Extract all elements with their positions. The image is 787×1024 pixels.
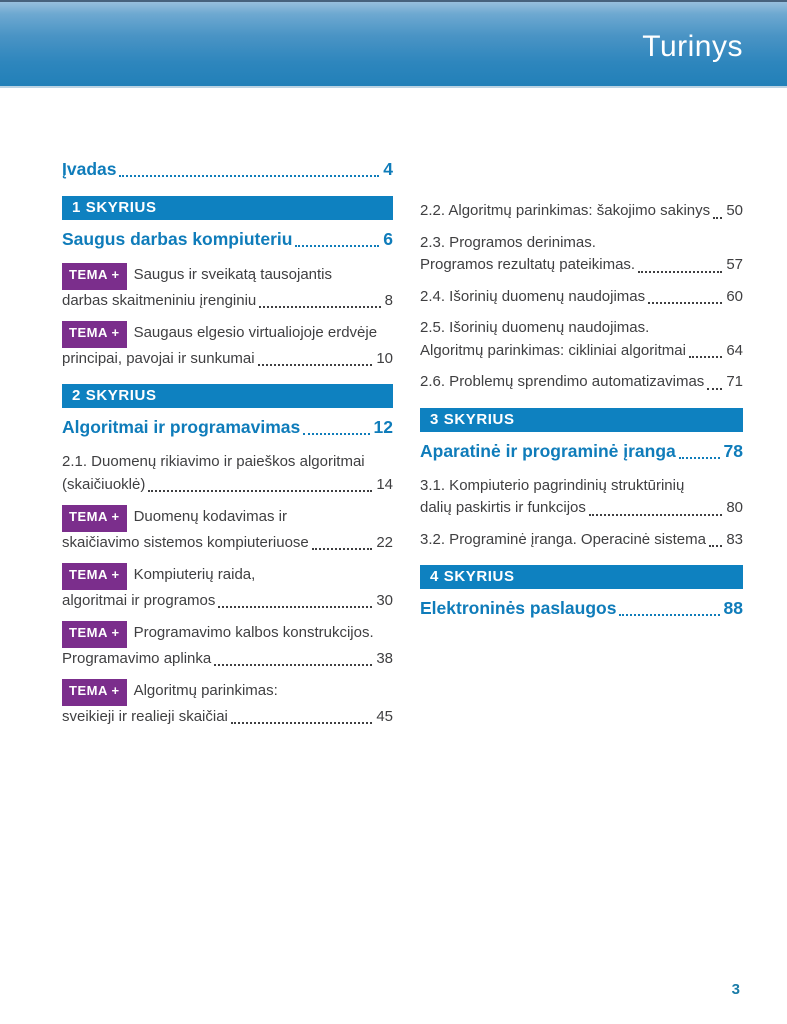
page-ref: 83 <box>726 530 743 548</box>
page-ref: 88 <box>723 598 743 618</box>
entry-text: darbas skaitmeniniu įrenginiu <box>62 291 257 309</box>
page-ref: 80 <box>726 499 743 516</box>
tema-badge: TEMA + <box>62 563 127 590</box>
dot-leader <box>259 306 380 308</box>
toc-entry <box>420 286 743 309</box>
tema-badge: TEMA + <box>62 621 127 648</box>
chapter-title-entry <box>420 597 743 620</box>
toc-entry <box>420 475 743 520</box>
entry-line <box>420 286 743 309</box>
dot-leader <box>679 457 720 459</box>
entry-line <box>420 317 743 340</box>
entry-line <box>62 158 393 181</box>
entry-text: sveikieji ir realieji skaičiai <box>62 707 228 725</box>
dot-leader <box>312 548 373 550</box>
tema-badge: TEMA + <box>62 321 127 348</box>
toc-column-left <box>62 158 393 737</box>
tema-entry <box>62 679 393 728</box>
page-ref: 8 <box>384 291 393 309</box>
toc-entry <box>420 232 743 277</box>
dot-leader <box>214 664 372 666</box>
chapter-title-entry <box>62 158 393 181</box>
page-title: Turinys <box>642 30 743 63</box>
chapter-title-entry <box>62 228 393 251</box>
toc-column-right <box>420 158 743 632</box>
entry-text: Programavimo kalbos konstrukcijos. <box>133 624 374 641</box>
tema-badge: TEMA + <box>62 263 127 290</box>
entry-line <box>62 474 393 497</box>
chapter-title-entry <box>420 440 743 463</box>
page-ref: 14 <box>376 475 393 493</box>
entry-line <box>420 232 743 255</box>
entry-line <box>62 348 393 371</box>
page-ref: 57 <box>726 256 743 273</box>
page-ref: 22 <box>376 533 393 551</box>
dot-leader <box>619 614 719 616</box>
dot-leader <box>295 245 379 247</box>
chapter-bar <box>62 384 393 408</box>
entry-line <box>62 706 393 729</box>
entry-text: 3.1. Kompiuterio pagrindinių struktūrinių <box>420 476 685 494</box>
entry-line <box>62 590 393 613</box>
page-ref: 12 <box>373 417 393 437</box>
entry-text: 2.5. Išorinių duomenų naudojimas. <box>420 319 650 336</box>
page-ref: 71 <box>726 373 743 390</box>
entry-text: Elektroninės paslaugos <box>420 598 617 618</box>
entry-line <box>420 200 743 223</box>
entry-line <box>62 679 393 706</box>
entry-text: Kompiuterių raida, <box>133 566 256 583</box>
dot-leader <box>258 364 373 366</box>
toc-entry <box>420 371 743 394</box>
dot-leader <box>707 388 722 390</box>
entry-text: 2.2. Algoritmų parinkimas: šakojimo sakinys <box>420 202 711 219</box>
entry-text: 2.1. Duomenų rikiavimo ir paieškos algoritmai <box>62 453 365 470</box>
entry-line <box>62 505 393 532</box>
entry-line <box>62 416 393 439</box>
page-ref: 38 <box>376 649 393 667</box>
page-ref: 64 <box>726 341 743 359</box>
chapter-bar <box>420 565 743 589</box>
tema-entry <box>62 321 393 370</box>
page-ref: 10 <box>376 349 393 367</box>
dot-leader <box>589 514 722 516</box>
page-ref: 60 <box>726 287 743 305</box>
tema-entry <box>62 621 393 670</box>
entry-line <box>62 321 393 348</box>
dot-leader <box>638 271 722 273</box>
entry-line <box>420 475 743 498</box>
entry-line <box>420 254 743 277</box>
dot-leader <box>148 490 372 492</box>
page-number: 3 <box>731 981 740 998</box>
entry-text: principai, pavojai ir sunkumai <box>62 349 255 367</box>
entry-line <box>420 529 743 552</box>
entry-text: algoritmai ir programos <box>62 591 216 609</box>
toc-entry <box>420 529 743 552</box>
chapter-bar-label: 4 SKYRIUS <box>430 568 515 585</box>
entry-text: Algoritmų parinkimas: <box>133 682 278 699</box>
entry-text: Algoritmai ir programavimas <box>62 417 301 437</box>
page-ref: 4 <box>383 159 393 179</box>
entry-line <box>62 451 393 474</box>
page-ref: 30 <box>376 591 393 609</box>
entry-line <box>62 621 393 648</box>
entry-line <box>420 497 743 520</box>
entry-text: Duomenų kodavimas ir <box>133 508 287 525</box>
dot-leader <box>119 175 379 177</box>
tema-badge: TEMA + <box>62 679 127 706</box>
entry-line <box>62 648 393 671</box>
entry-text: 2.3. Programos derinimas. <box>420 233 596 251</box>
dot-leader <box>689 356 722 358</box>
tema-entry <box>62 563 393 612</box>
toc-content <box>0 86 787 737</box>
entry-text: Įvadas <box>62 159 117 179</box>
page-header <box>0 0 787 86</box>
dot-leader <box>231 722 372 724</box>
entry-text: Saugaus elgesio virtualiojoje erdvėje <box>133 324 378 341</box>
tema-badge: TEMA + <box>62 505 127 532</box>
dot-leader <box>648 302 722 304</box>
entry-text: (skaičiuoklė) <box>62 475 146 493</box>
chapter-bar <box>62 196 393 220</box>
entry-line <box>420 371 743 394</box>
entry-line <box>420 597 743 620</box>
entry-line <box>62 563 393 590</box>
entry-text: skaičiavimo sistemos kompiuteriuose <box>62 533 309 551</box>
entry-line <box>62 228 393 251</box>
entry-text: dalių paskirtis ir funkcijos <box>420 499 586 516</box>
chapter-bar-label: 2 SKYRIUS <box>72 387 157 404</box>
entry-text: 2.6. Problemų sprendimo automatizavimas <box>420 373 705 390</box>
entry-line <box>62 263 393 290</box>
entry-text: Saugus darbas kompiuteriu <box>62 229 293 249</box>
entry-line <box>62 532 393 555</box>
entry-text: Programavimo aplinka <box>62 649 212 667</box>
entry-text: Programos rezultatų pateikimas. <box>420 256 636 273</box>
page-ref: 6 <box>383 229 393 249</box>
dot-leader <box>218 606 372 608</box>
dot-leader <box>713 217 722 219</box>
entry-text: 2.4. Išorinių duomenų naudojimas <box>420 287 646 305</box>
page-ref: 78 <box>723 440 743 461</box>
toc-entry <box>420 200 743 223</box>
entry-text: Saugus ir sveikatą tausojantis <box>133 266 333 283</box>
dot-leader <box>709 545 722 547</box>
entry-text: 3.2. Programinė įranga. Operacinė sistema <box>420 530 706 548</box>
entry-line <box>420 340 743 363</box>
dot-leader <box>303 433 369 435</box>
tema-entry <box>62 263 393 312</box>
chapter-bar-label: 1 SKYRIUS <box>72 199 157 216</box>
toc-entry <box>62 451 393 496</box>
entry-line <box>62 290 393 313</box>
chapter-title-entry <box>62 416 393 439</box>
tema-entry <box>62 505 393 554</box>
page-ref: 50 <box>726 202 743 219</box>
chapter-bar <box>420 408 743 432</box>
entry-line <box>420 440 743 463</box>
toc-entry <box>420 317 743 362</box>
page-ref: 45 <box>376 707 393 725</box>
entry-text: Algoritmų parinkimas: cikliniai algoritmai <box>420 341 686 359</box>
entry-text: Aparatinė ir programinė įranga <box>420 440 676 461</box>
chapter-bar-label: 3 SKYRIUS <box>430 410 515 428</box>
